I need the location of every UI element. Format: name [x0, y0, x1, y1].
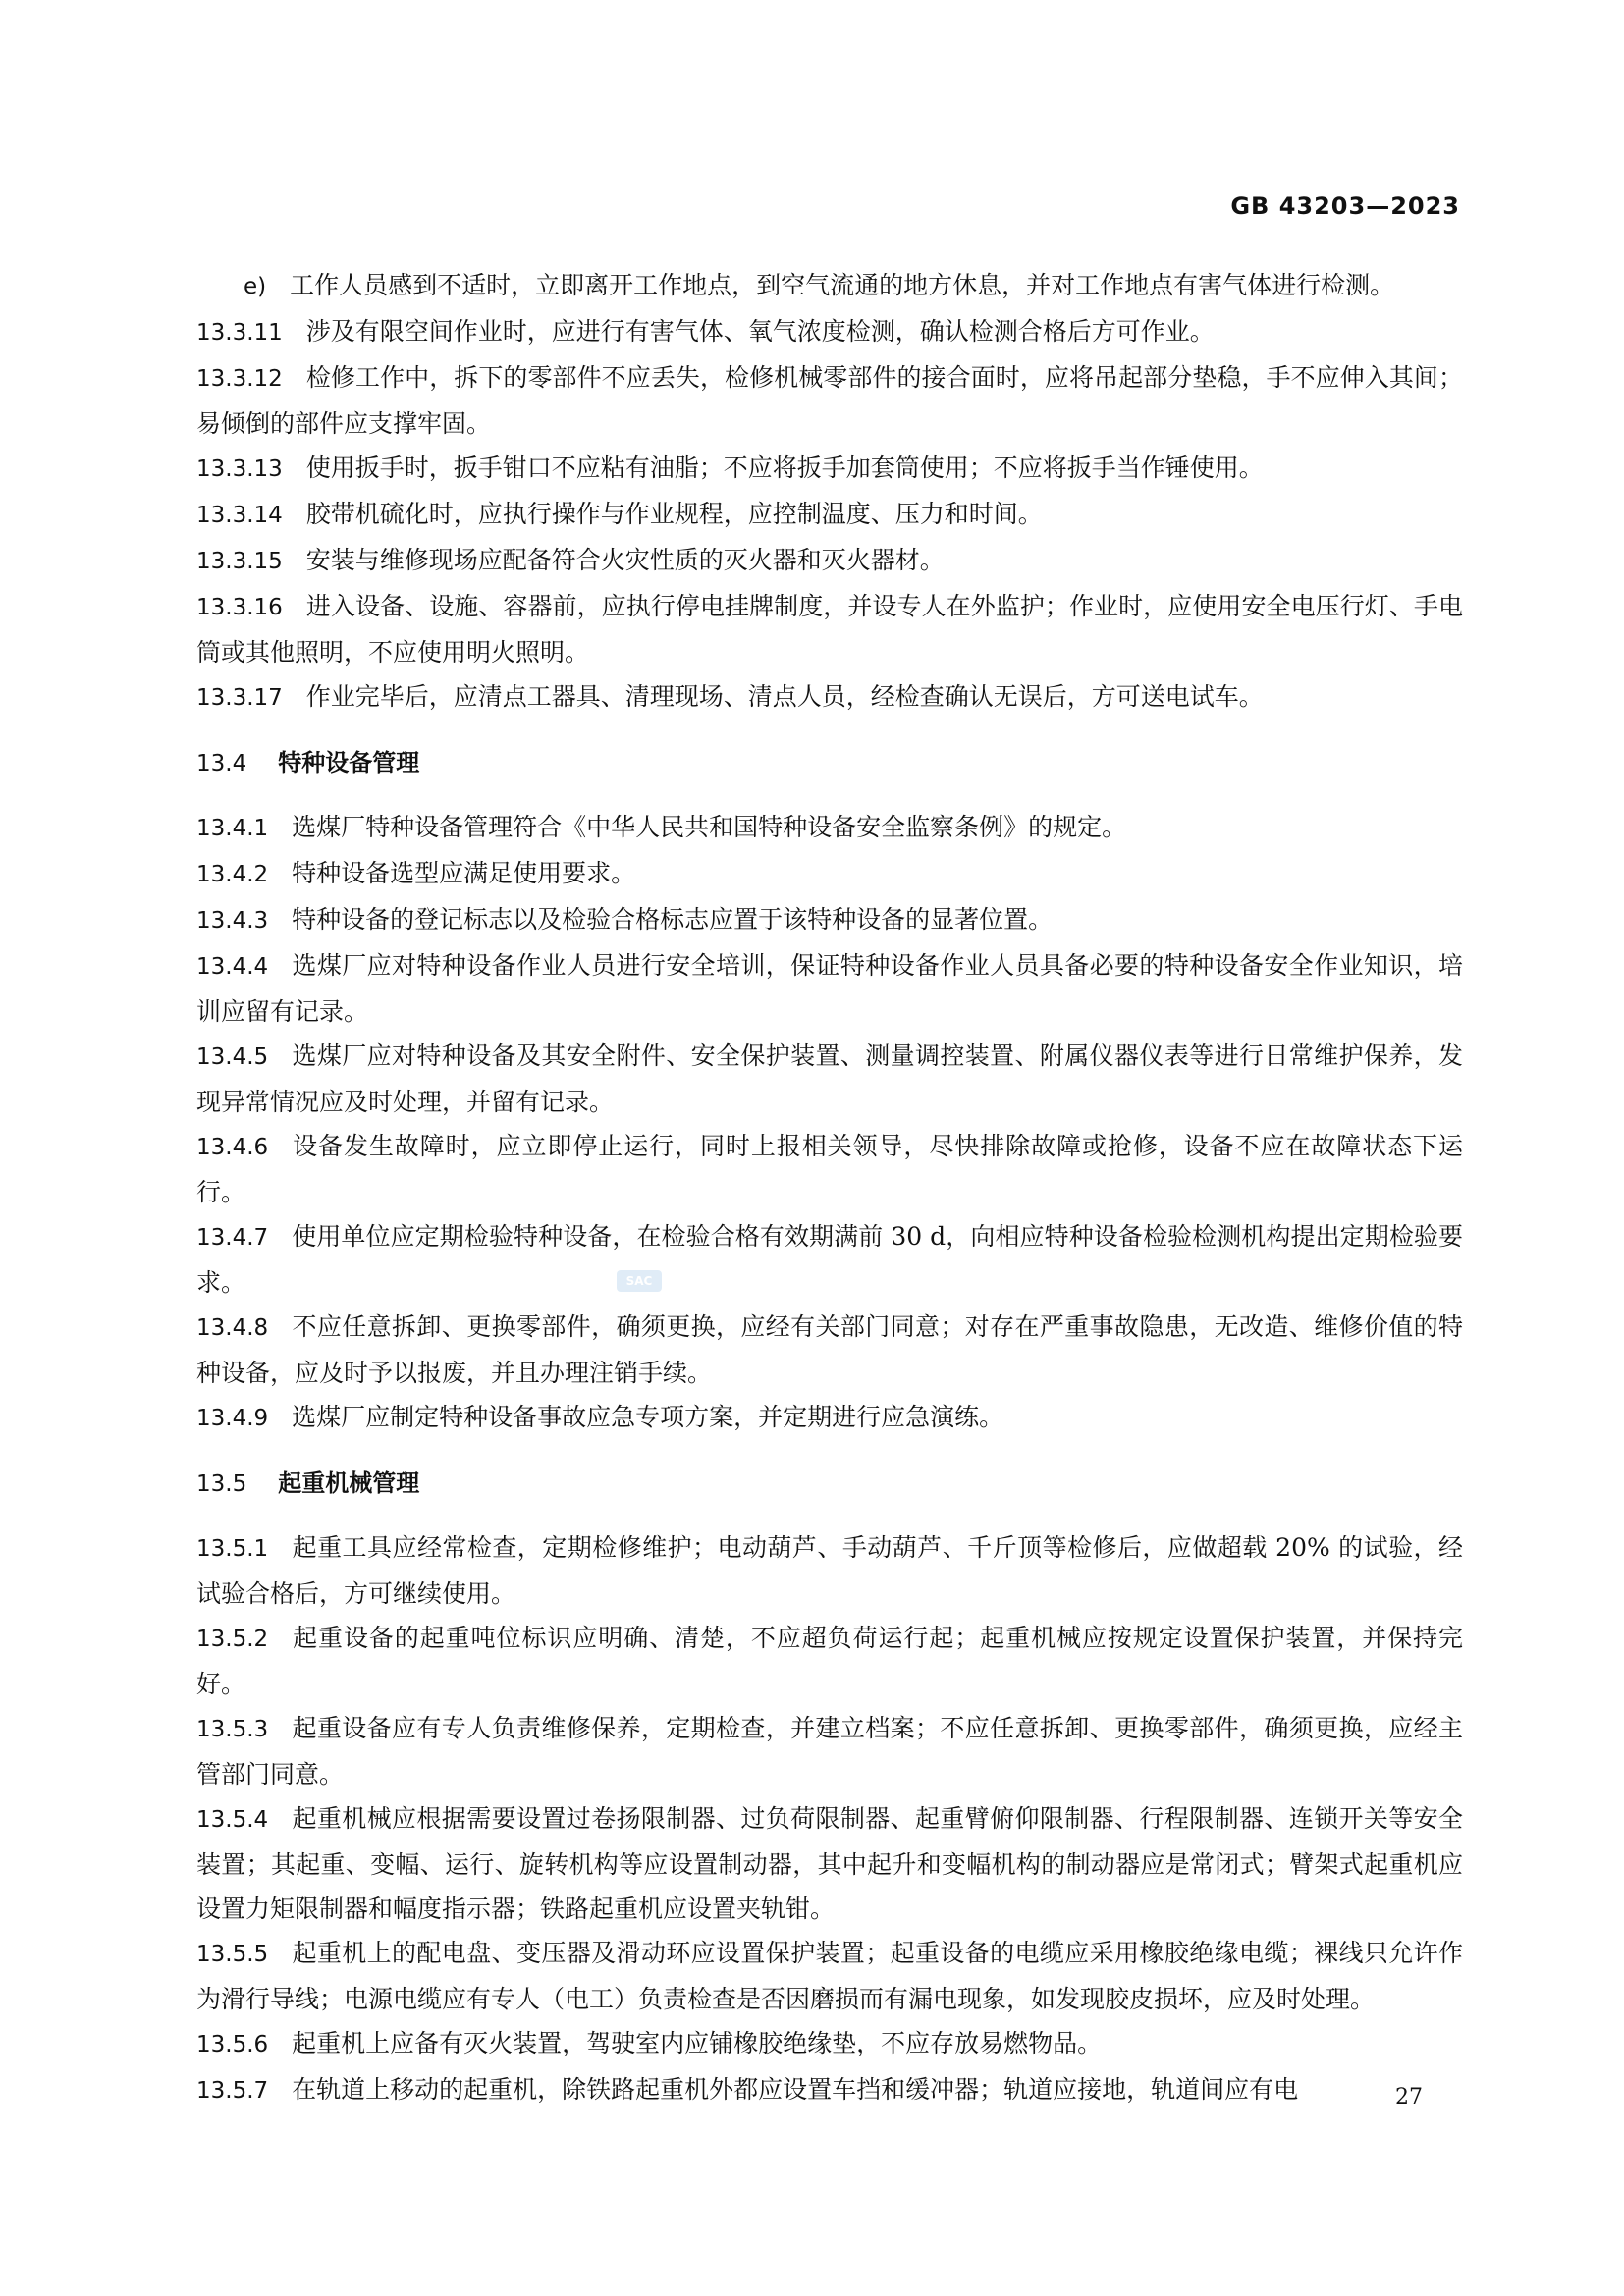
clause-text: 选煤厂特种设备管理符合《中华人民共和国特种设备安全监察条例》的规定。: [292, 813, 1127, 841]
clause-paragraph: [196, 1931, 1463, 2021]
clause-number: 13.5.4: [196, 1807, 269, 1833]
clause-number: 13.5.1: [196, 1536, 269, 1562]
clause-text: 起重机上的配电盘、变压器及滑动环应设置保护装置；起重设备的电缆应采用橡胶绝缘电缆；裸线只允许作为滑行导线；电源电缆应有专人（电工）负责检查是否因磨损而有漏电现象，如发现胶皮损坏，应及时处理。: [196, 1939, 1463, 2013]
section-heading: [196, 740, 1463, 786]
clause-paragraph: [196, 805, 1463, 851]
clause-text: 起重机械应根据需要设置过卷扬限制器、过负荷限制器、起重臂俯仰限制器、行程限制器、连锁开关等安全装置；其起重、变幅、运行、旋转机构等应设置制动器，其中起升和变幅机构的制动器应是常闭式；臂架式起重机应设置力矩限制器和幅度指示器；铁路起重机应设置夹轨钳。: [196, 1804, 1463, 1923]
clause-number: 13.4.4: [196, 954, 269, 980]
clause-number: 13.3.17: [196, 685, 283, 711]
watermark-logo: SAC: [617, 1270, 662, 1292]
clause-text: 在轨道上移动的起重机，除铁路起重机外都应设置车挡和缓冲器；轨道应接地，轨道间应有电: [292, 2075, 1299, 2104]
clause-text: 设备发生故障时，应立即停止运行，同时上报相关领导，尽快排除故障或抢修，设备不应在故障状态下运行。: [196, 1132, 1463, 1206]
section-title: 起重机械管理: [278, 1469, 420, 1497]
clause-paragraph: [196, 2021, 1463, 2067]
clause-paragraph: [196, 309, 1463, 355]
clause-text: 特种设备的登记标志以及检验合格标志应置于该特种设备的显著位置。: [292, 905, 1054, 934]
clause-text: 使用扳手时，扳手钳口不应粘有油脂；不应将扳手加套筒使用；不应将扳手当作锤使用。: [305, 454, 1264, 482]
standard-number: GB 43203—2023: [1230, 192, 1460, 220]
clause-text: 选煤厂应对特种设备作业人员进行安全培训，保证特种设备作业人员具备必要的特种设备安全作业知识，培训应留有记录。: [196, 951, 1463, 1026]
clause-number: 13.5.7: [196, 2078, 269, 2104]
clause-text: 起重设备的起重吨位标识应明确、清楚，不应超负荷运行起；起重机械应按规定设置保护装置，并保持完好。: [196, 1624, 1463, 1698]
clause-number: 13.3.15: [196, 549, 283, 574]
section-number: 13.5: [196, 1471, 247, 1497]
clause-paragraph: [196, 943, 1463, 1034]
clause-paragraph: [196, 1706, 1463, 1796]
clause-text: 起重设备应有专人负责维修保养，定期检查，并建立档案；不应任意拆卸、更换零部件，确须更换，应经主管部门同意。: [196, 1714, 1463, 1789]
clause-paragraph: [196, 1034, 1463, 1124]
clause-paragraph: [196, 1616, 1463, 1706]
section-number: 13.4: [196, 751, 247, 776]
clause-number: 13.4.2: [196, 862, 269, 887]
clause-text: 安装与维修现场应配备符合火灾性质的灭火器和灭火器材。: [305, 546, 945, 574]
clause-number: 13.5.6: [196, 2032, 269, 2057]
clause-number: 13.3.12: [196, 366, 283, 392]
clause-paragraph: [196, 446, 1463, 492]
clause-number: 13.3.16: [196, 595, 283, 620]
clause-paragraph: [196, 2067, 1463, 2113]
clause-text: 工作人员感到不适时，立即离开工作地点，到空气流通的地方休息，并对工作地点有害气体进行检测。: [290, 271, 1395, 299]
clause-text: 选煤厂应制定特种设备事故应急专项方案，并定期进行应急演练。: [292, 1403, 1004, 1431]
section-heading: [196, 1461, 1463, 1507]
clause-number: 13.4.8: [196, 1315, 269, 1341]
clause-text: 涉及有限空间作业时，应进行有害气体、氧气浓度检测，确认检测合格后方可作业。: [305, 317, 1215, 346]
clause-paragraph: [196, 355, 1463, 446]
clause-paragraph: [196, 1525, 1463, 1616]
clause-number: 13.4.3: [196, 908, 269, 934]
section-title: 特种设备管理: [278, 749, 420, 776]
clause-number: e): [244, 274, 267, 299]
clause-text: 选煤厂应对特种设备及其安全附件、安全保护装置、测量调控装置、附属仪器仪表等进行日常维护保养，发现异常情况应及时处理，并留有记录。: [196, 1041, 1463, 1116]
clause-text: 特种设备选型应满足使用要求。: [292, 859, 636, 887]
document-body: [196, 263, 1463, 2113]
clause-paragraph: [196, 1124, 1463, 1214]
clause-text: 作业完毕后，应清点工器具、清理现场、清点人员，经检查确认无误后，方可送电试车。: [305, 682, 1264, 711]
clause-number: 13.5.2: [196, 1627, 269, 1652]
page-number: 27: [1395, 2085, 1423, 2109]
clause-number: 13.3.13: [196, 456, 283, 482]
clause-number: 13.3.14: [196, 503, 283, 528]
clause-number: 13.4.9: [196, 1406, 269, 1431]
clause-number: 13.5.3: [196, 1717, 269, 1742]
clause-paragraph: [196, 1214, 1463, 1305]
clause-paragraph: [196, 674, 1463, 721]
clause-text: 起重机上应备有灭火装置，驾驶室内应铺橡胶绝缘垫，不应存放易燃物品。: [292, 2029, 1103, 2057]
clause-text: 不应任意拆卸、更换零部件，确须更换，应经有关部门同意；对存在严重事故隐患，无改造、维修价值的特种设备，应及时予以报废，并且办理注销手续。: [196, 1312, 1463, 1387]
clause-paragraph: [196, 1395, 1463, 1441]
clause-paragraph: [196, 897, 1463, 943]
clause-number: 13.3.11: [196, 320, 283, 346]
clause-paragraph: [196, 1305, 1463, 1395]
clause-text: 检修工作中，拆下的零部件不应丢失，检修机械零部件的接合面时，应将吊起部分垫稳，手不应伸入其间；易倾倒的部件应支撑牢固。: [196, 363, 1463, 438]
clause-text: 使用单位应定期检验特种设备，在检验合格有效期满前 30 d，向相应特种设备检验检测机构提出定期检验要求。: [196, 1222, 1463, 1297]
clause-text: 进入设备、设施、容器前，应执行停电挂牌制度，并设专人在外监护；作业时，应使用安全电压行灯、手电筒或其他照明，不应使用明火照明。: [196, 592, 1463, 667]
clause-number: 13.4.1: [196, 816, 269, 841]
clause-paragraph: [196, 538, 1463, 584]
clause-text: 胶带机硫化时，应执行操作与作业规程，应控制温度、压力和时间。: [305, 500, 1043, 528]
clause-paragraph: [196, 584, 1463, 674]
clause-number: 13.4.7: [196, 1225, 269, 1251]
clause-paragraph: [196, 1796, 1463, 1931]
clause-text: 起重工具应经常检查，定期检修维护；电动葫芦、手动葫芦、千斤顶等检修后，应做超载 20% 的试验，经试验合格后，方可继续使用。: [196, 1533, 1463, 1608]
clause-number: 13.4.6: [196, 1135, 269, 1160]
clause-number: 13.4.5: [196, 1044, 269, 1070]
clause-paragraph: [196, 492, 1463, 538]
clause-number: 13.5.5: [196, 1942, 269, 1967]
clause-paragraph: [196, 851, 1463, 897]
list-item: [196, 263, 1463, 309]
